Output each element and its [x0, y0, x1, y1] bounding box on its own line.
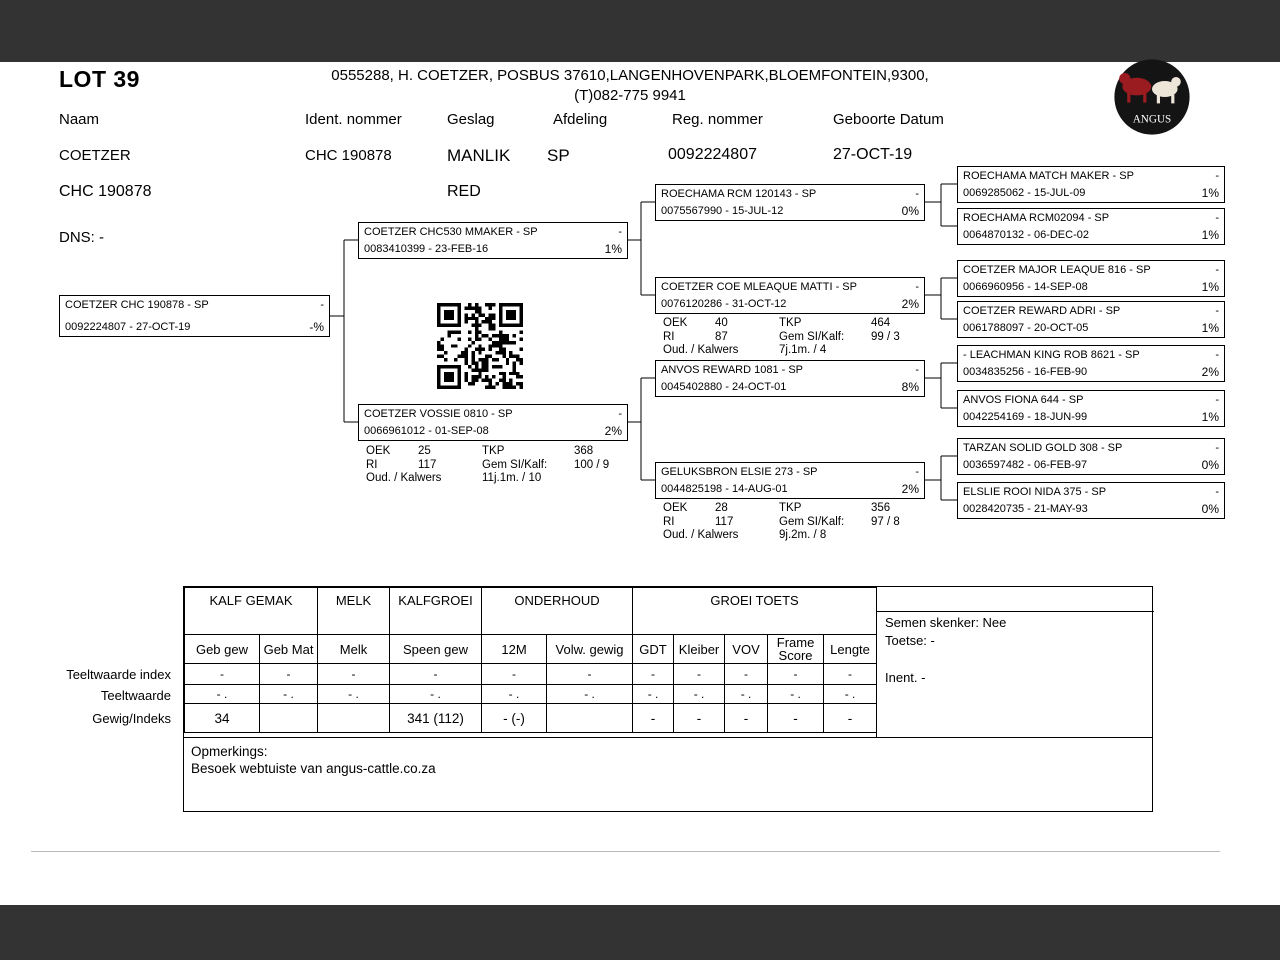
tkp-label: TKP	[779, 317, 802, 329]
inbreeding-pct: 2%	[901, 482, 919, 496]
animal-name: ROECHAMA MATCH MAKER - SP	[963, 170, 1134, 182]
cell: - (-)	[482, 704, 547, 733]
inbreeding-pct: 1%	[1201, 410, 1219, 424]
animal-name: COETZER VOSSIE 0810 - SP	[364, 408, 513, 420]
cell: -	[633, 664, 674, 685]
ri-label: RI	[663, 330, 675, 343]
cell: - .	[633, 685, 674, 704]
ri-value: 117	[715, 515, 734, 528]
tkp-label: TKP	[482, 445, 505, 457]
col-speen-gew: Speen gew	[390, 635, 482, 664]
animal-name: COETZER MAJOR LEAQUE 816 - SP	[963, 264, 1151, 276]
inbreeding-pct: 2%	[604, 424, 622, 438]
angus-logo-text: ANGUS	[1132, 113, 1172, 126]
animal-name: COETZER CHC530 MMAKER - SP	[364, 226, 538, 238]
col-frame-score: Frame Score	[768, 635, 824, 664]
animal-reg: 0066961012 - 01-SEP-08	[364, 425, 489, 437]
col-gdt: GDT	[633, 635, 674, 664]
dns-value: DNS: -	[59, 229, 104, 246]
animal-name: COETZER REWARD ADRI - SP	[963, 305, 1121, 317]
animal-name: ANVOS REWARD 1081 - SP	[661, 364, 804, 376]
angus-logo	[1108, 57, 1196, 137]
cell: - .	[318, 685, 390, 704]
table-row-gewig-indeks	[185, 704, 877, 733]
remarks-text: Besoek webtuiste van angus-cattle.co.za	[191, 761, 436, 776]
ident-value: CHC 190878	[305, 147, 392, 164]
geboorte-label: Geboorte Datum	[833, 111, 944, 128]
oud-value: 11j.1m. / 10	[482, 472, 542, 484]
cell: - .	[185, 685, 260, 704]
ebv-dash: -	[915, 466, 919, 478]
inbreeding-pct: 1%	[604, 242, 622, 256]
cell: -	[768, 704, 824, 733]
pedigree-box-gen4-4	[957, 301, 1225, 338]
ebv-dash: -	[320, 299, 324, 311]
cell: -	[674, 664, 725, 685]
cell: - .	[260, 685, 318, 704]
remarks-box	[184, 737, 1152, 813]
naam-label: Naam	[59, 111, 100, 128]
animal-name: TARZAN SOLID GOLD 308 - SP	[963, 442, 1123, 454]
table-row-teeltwaarde	[185, 685, 877, 704]
ri-label: RI	[663, 515, 675, 528]
animal-id: CHC 190878	[59, 183, 152, 200]
col-geb-gew: Geb gew	[185, 635, 260, 664]
pedigree-box-gen4-8	[957, 482, 1225, 519]
gem-value: 100 / 9	[574, 458, 610, 471]
cell: -	[824, 704, 877, 733]
pedigree-box-gen4-7	[957, 438, 1225, 475]
col-12m: 12M	[482, 635, 547, 664]
bottom-bar	[0, 905, 1280, 960]
ebv-dash: -	[1215, 349, 1219, 361]
pedigree-box-sire	[358, 222, 628, 259]
col-vov: VOV	[725, 635, 768, 664]
row-label-teeltwaarde-index: Teeltwaarde index	[66, 667, 171, 682]
ebv-dash: -	[1215, 264, 1219, 276]
ri-value: 117	[418, 458, 437, 471]
pedigree-box-sire-sire	[655, 184, 925, 221]
oek-value: 25	[418, 445, 431, 457]
cell: -	[768, 664, 824, 685]
cell: -	[547, 664, 633, 685]
afdeling-value: SP	[547, 146, 570, 165]
cell	[547, 704, 633, 733]
ebv-grid	[184, 587, 877, 733]
animal-name: ELSLIE ROOI NIDA 375 - SP	[963, 486, 1107, 498]
oek-value: 40	[715, 317, 728, 329]
animal-reg: 0092224807 - 27-OCT-19	[65, 321, 191, 333]
cell: -	[725, 704, 768, 733]
oud-value: 7j.1m. / 4	[779, 344, 827, 356]
animal-name: COETZER CHC 190878 - SP	[65, 299, 209, 311]
ebv-dash: -	[1215, 486, 1219, 498]
inbreeding-pct: 1%	[1201, 321, 1219, 335]
pedigree-box-gen4-2	[957, 208, 1225, 245]
panel-divider	[877, 611, 1154, 612]
animal-reg: 0042254169 - 18-JUN-99	[963, 411, 1088, 423]
tkp-value: 368	[574, 445, 594, 457]
col-lengte: Lengte	[824, 635, 877, 664]
table-row-teeltwaarde-index	[185, 664, 877, 685]
qr-code	[437, 303, 523, 389]
animal-reg: 0061788097 - 20-OCT-05	[963, 322, 1089, 334]
ebv-dash: -	[1215, 170, 1219, 182]
cell: -	[318, 664, 390, 685]
animal-reg: 0076120286 - 31-OCT-12	[661, 298, 787, 310]
cell: -	[725, 664, 768, 685]
cell: - .	[547, 685, 633, 704]
col-kleiber: Kleiber	[674, 635, 725, 664]
ebv-dash: -	[1215, 212, 1219, 224]
performance-table	[183, 586, 1153, 812]
gem-value: 97 / 8	[871, 515, 900, 528]
animal-reg: 0044825198 - 14-AUG-01	[661, 483, 788, 495]
oek-label: OEK	[366, 445, 391, 457]
ebv-dash: -	[915, 188, 919, 200]
group-kalf-gemak: KALF GEMAK	[185, 588, 318, 635]
oek-value: 28	[715, 502, 728, 514]
ebv-dash: -	[915, 281, 919, 293]
row-label-gewig-indeks: Gewig/Indeks	[92, 711, 171, 726]
cell: -	[824, 664, 877, 685]
animal-name: ROECHAMA RCM 120143 - SP	[661, 188, 817, 200]
lot-number: LOT 39	[59, 66, 140, 92]
pedigree-box-dam-sire	[655, 360, 925, 397]
reg-value: 0092224807	[668, 146, 757, 163]
geslag-label: Geslag	[447, 111, 495, 128]
animal-reg: 0045402880 - 24-OCT-01	[661, 381, 787, 393]
cell: -	[185, 664, 260, 685]
pedigree-box-gen4-5	[957, 345, 1225, 382]
animal-reg: 0069285062 - 15-JUL-09	[963, 187, 1086, 199]
colour-value: RED	[447, 183, 481, 200]
inbreeding-pct: 8%	[901, 380, 919, 394]
cell: - .	[768, 685, 824, 704]
ebv-dash: -	[1215, 394, 1219, 406]
cell: - .	[674, 685, 725, 704]
tkp-value: 356	[871, 502, 891, 514]
inbreeding-pct: -%	[309, 320, 324, 334]
group-kalfgroei: KALFGROEI	[390, 588, 482, 635]
inbreeding-pct: 1%	[1201, 280, 1219, 294]
ebv-dash: -	[618, 408, 622, 420]
animal-reg: 0066960956 - 14-SEP-08	[963, 281, 1088, 293]
inbreeding-pct: 2%	[901, 297, 919, 311]
breeder-address-line1: 0555288, H. COETZER, POSBUS 37610,LANGENHOVENPARK,BLOEMFONTEIN,9300,	[331, 67, 929, 84]
cell: -	[260, 664, 318, 685]
gem-label: Gem SI/Kalf:	[779, 515, 845, 528]
animal-name: ROECHAMA RCM02094 - SP	[963, 212, 1110, 224]
pedigree-box-gen4-3	[957, 260, 1225, 297]
col-volw-gewig: Volw. gewig	[547, 635, 633, 664]
inbreeding-pct: 0%	[901, 204, 919, 218]
ri-label: RI	[366, 458, 378, 471]
ebv-dash: -	[1215, 442, 1219, 454]
pedigree-box-dam	[358, 404, 628, 441]
cell: - .	[725, 685, 768, 704]
dam-dam-fertility-stats	[663, 502, 925, 543]
cell: -	[674, 704, 725, 733]
toetse: Toetse: -	[885, 633, 935, 648]
animal-name: - LEACHMAN KING ROB 8621 - SP	[963, 349, 1140, 361]
cell: -	[482, 664, 547, 685]
geslag-value: MANLIK	[447, 146, 511, 165]
pedigree-box-dam-dam	[655, 462, 925, 499]
cell: - .	[482, 685, 547, 704]
cell: - .	[824, 685, 877, 704]
cell	[260, 704, 318, 733]
inbreeding-pct: 1%	[1201, 186, 1219, 200]
animal-reg: 0075567990 - 15-JUL-12	[661, 205, 784, 217]
oek-label: OEK	[663, 502, 688, 514]
pedigree-box-gen4-6	[957, 390, 1225, 427]
dam-fertility-stats	[366, 445, 628, 486]
tkp-label: TKP	[779, 502, 802, 514]
top-bar	[0, 0, 1280, 62]
pedigree-box-sire-dam	[655, 277, 925, 314]
group-melk: MELK	[318, 588, 390, 635]
cell: -	[633, 704, 674, 733]
group-header-row	[185, 588, 877, 635]
gem-value: 99 / 3	[871, 330, 900, 343]
ebv-dash: -	[915, 364, 919, 376]
tkp-value: 464	[871, 317, 891, 329]
animal-name: GELUKSBRON ELSIE 273 - SP	[661, 466, 818, 478]
row-label-teeltwaarde: Teeltwaarde	[100, 688, 171, 703]
col-melk: Melk	[318, 635, 390, 664]
sire-dam-fertility-stats	[663, 317, 925, 358]
gem-label: Gem SI/Kalf:	[482, 458, 548, 471]
ebv-dash: -	[1215, 305, 1219, 317]
inbreeding-pct: 1%	[1201, 228, 1219, 242]
animal-reg: 0083410399 - 23-FEB-16	[364, 243, 489, 255]
cell: 341 (112)	[390, 704, 482, 733]
animal-reg: 0028420735 - 21-MAY-93	[963, 503, 1088, 515]
cell: - .	[390, 685, 482, 704]
reg-label: Reg. nommer	[672, 111, 763, 128]
oud-label: Oud. / Kalwers	[663, 529, 739, 541]
animal-name: ANVOS FIONA 644 - SP	[963, 394, 1084, 406]
group-onderhoud: ONDERHOUD	[482, 588, 633, 635]
inent: Inent. -	[885, 670, 926, 685]
ident-label: Ident. nommer	[305, 111, 402, 128]
column-header-row	[185, 635, 877, 664]
angus-logo-icon	[1108, 57, 1196, 137]
afdeling-label: Afdeling	[553, 111, 608, 128]
inbreeding-pct: 0%	[1201, 502, 1219, 516]
remarks-label: Opmerkings:	[191, 744, 268, 759]
separator-rule	[31, 851, 1220, 852]
ebv-dash: -	[618, 226, 622, 238]
group-groei-toets: GROEI TOETS	[633, 588, 877, 635]
inbreeding-pct: 0%	[1201, 458, 1219, 472]
col-geb-mat: Geb Mat	[260, 635, 318, 664]
pedigree-box-subject	[59, 295, 330, 337]
naam-value: COETZER	[59, 147, 131, 164]
cell: -	[390, 664, 482, 685]
gem-label: Gem SI/Kalf:	[779, 330, 845, 343]
animal-name: COETZER COE MLEAQUE MATTI - SP	[661, 281, 857, 293]
ri-value: 87	[715, 330, 728, 343]
pedigree-box-gen4-1	[957, 166, 1225, 203]
oud-value: 9j.2m. / 8	[779, 529, 827, 541]
oek-label: OEK	[663, 317, 688, 329]
breeder-phone: (T)082-775 9941	[574, 87, 686, 104]
cell	[318, 704, 390, 733]
oud-label: Oud. / Kalwers	[366, 472, 442, 484]
inbreeding-pct: 2%	[1201, 365, 1219, 379]
animal-reg: 0036597482 - 06-FEB-97	[963, 459, 1088, 471]
test-info-panel	[876, 587, 1154, 737]
geboorte-value: 27-OCT-19	[833, 146, 913, 163]
semen-skenker: Semen skenker: Nee	[885, 615, 1007, 630]
animal-reg: 0034835256 - 16-FEB-90	[963, 366, 1088, 378]
cell: 34	[185, 704, 260, 733]
oud-label: Oud. / Kalwers	[663, 344, 739, 356]
animal-reg: 0064870132 - 06-DEC-02	[963, 229, 1089, 241]
